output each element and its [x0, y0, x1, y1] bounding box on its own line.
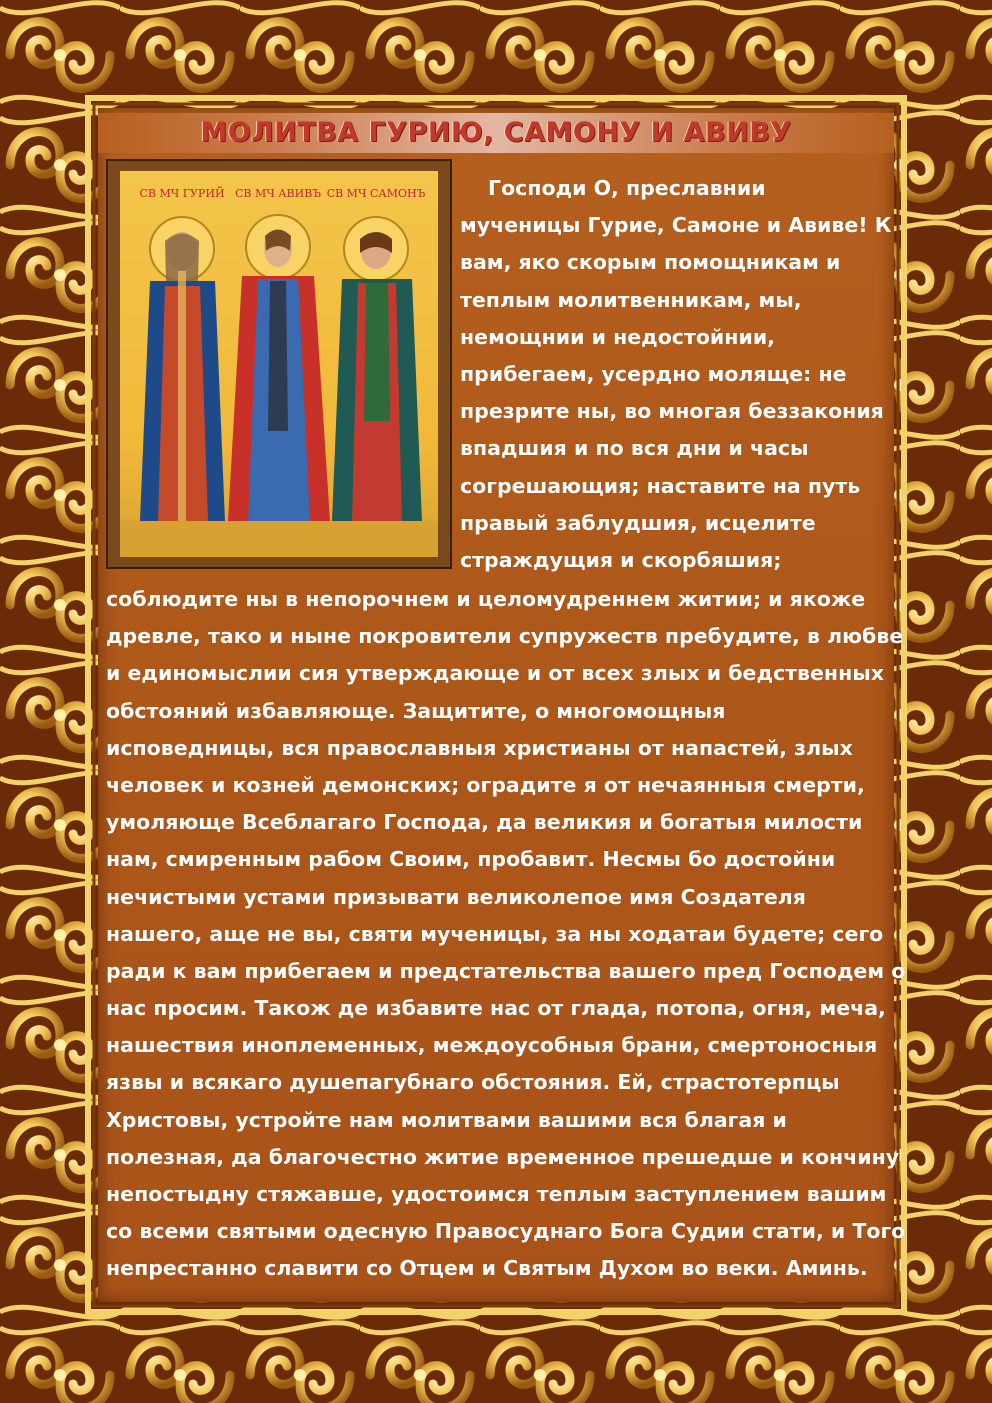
prayer-line: немощнии и недостойнии,	[460, 324, 775, 349]
prayer-line: правый заблудшия, исцелите	[460, 510, 816, 535]
saints-icon-image	[106, 159, 452, 569]
prayer-line: прибегаем, усердно моляще: не	[460, 361, 847, 386]
prayer-line: полезная, да благочестно житие временное прешедше и кончину	[106, 1144, 900, 1169]
prayer-line: человек и козней демонских; оградите я от нечаянныя смерти,	[106, 772, 865, 797]
prayer-line: умоляюще Всеблагаго Господа, да великия и богатыя милости	[106, 810, 863, 835]
prayer-line: соблюдите ны в непорочнем и целомудреннем житии; и якоже	[106, 587, 866, 611]
prayer-line: мученицы Гурие, Самоне и Авиве! К	[460, 213, 892, 238]
saints-figures	[120, 171, 438, 557]
prayer-line: исповедницы, вся православныя христианы от напастей, злых	[106, 735, 853, 760]
prayer-line: древле, тако и ныне покровители супружеств пребудите, в любве	[106, 624, 904, 649]
prayer-line: непрестанно славити со Отцем и Святым Духом во веки. Аминь.	[106, 1256, 868, 1281]
prayer-line: Христовы, устройте нам молитвами вашими вся благая и	[106, 1107, 787, 1132]
prayer-line: нас просим. Також де избавите нас от глада, потопа, огня, меча,	[106, 996, 886, 1021]
prayer-line: со всеми святыми одесную Правосуднаго Бога Судии стати, и Того	[106, 1219, 906, 1244]
label-center: СВ МЧ АВИВЪ	[234, 187, 322, 200]
prayer-line: вам, яко скорым помощникам и	[460, 250, 841, 275]
prayer-line: страждущия и скорбяшия;	[460, 547, 782, 572]
prayer-line: впадшия и по вся дни и часы	[460, 436, 809, 461]
prayer-text-top	[460, 170, 892, 579]
prayer-line: нам, смиренным рабом Своим, пробавит. Несмы бо достойни	[106, 847, 836, 872]
page-title: МОЛИТВА ГУРИЮ, САМОНУ И АВИВУ	[200, 117, 792, 148]
label-right: СВ МЧ САМОНЪ	[326, 187, 426, 200]
prayer-line: ради к вам прибегаем и предстательства вашего пред Господем о	[106, 958, 906, 983]
prayer-text-bottom	[106, 581, 905, 1288]
prayer-line: обстояний избавляюще. Защитите, о многомощныя	[106, 698, 726, 723]
prayer-line: непостыдну стяжавше, удостоимся теплым заступлением вашим	[106, 1182, 887, 1206]
prayer-line: язвы и всякаго душепагубнаго обстояния. Ей, страстотерпцы	[106, 1070, 840, 1095]
prayer-line: теплым молитвенникам, мы,	[460, 287, 802, 312]
prayer-line: согрешающия; наставите на путь	[460, 473, 861, 498]
prayer-line: и единомыслии сия утверждающе и от всех злых и бедственных	[106, 661, 885, 686]
prayer-line: нашествия иноплеменных, междоусобныя брани, смертоносныя	[106, 1033, 878, 1058]
prayer-line: нашего, аще не вы, святи мученицы, за ны ходатаи будете; сего	[106, 921, 884, 946]
icon-panel	[120, 171, 438, 557]
prayer-line: Господи О, преславнии	[488, 176, 766, 200]
prayer-line: нечистыми устами призывати великолепое имя Создателя	[106, 884, 806, 909]
label-left: СВ МЧ ГУРИЙ	[139, 187, 225, 200]
prayer-line: презрите ны, во многая беззакония	[460, 399, 884, 424]
